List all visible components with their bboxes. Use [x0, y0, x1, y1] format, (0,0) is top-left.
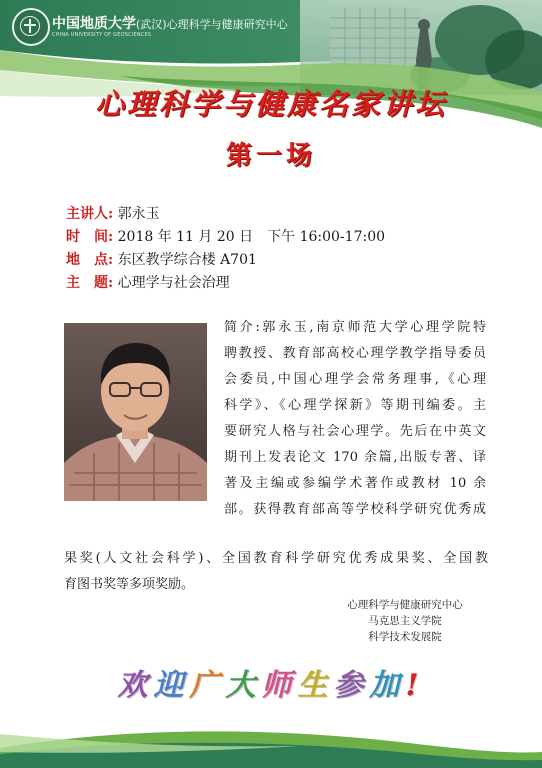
- welcome-char: 广: [189, 668, 226, 703]
- session-title: 第一场: [225, 141, 316, 171]
- speaker-photo: [64, 323, 207, 501]
- bio-line: 部。获得教育部高等学校科学研究优秀成: [224, 502, 486, 517]
- welcome-char: 欢: [117, 668, 154, 703]
- organizers: [320, 597, 490, 645]
- time-row: [66, 226, 486, 249]
- speaker-bio: [224, 315, 486, 523]
- bio-line: 果奖(人文社会科学)、全国教育科学研究优秀成果奖、全国教: [64, 551, 488, 566]
- welcome-char: 大: [225, 668, 262, 703]
- university-subtitle: (武汉)心理科学与健康研究中心: [136, 18, 288, 31]
- bio-line: 期刊上发表论文 170 余篇,出版专著、译: [224, 450, 486, 465]
- welcome-char: 加: [369, 668, 406, 703]
- place-label: 地 点:: [66, 252, 114, 268]
- bio-line: 聘教授、教育部高校心理学教学指导委员: [224, 346, 486, 361]
- topic-label: 主 题:: [66, 275, 114, 291]
- footer-wave-graphic: [0, 708, 542, 768]
- university-name: [52, 13, 288, 33]
- place-row: [66, 249, 486, 272]
- welcome-char: !: [405, 668, 425, 703]
- bio-line: 要研究人格与社会心理学。先后在中英文: [224, 424, 486, 439]
- speaker-value: 郭永玉: [117, 206, 160, 222]
- bio-line: 会委员,中国心理学会常务理事,《心理: [224, 372, 486, 387]
- footer-wave: [0, 708, 542, 768]
- welcome-char: 师: [261, 668, 298, 703]
- speaker-portrait-graphic: [64, 323, 207, 501]
- topic-row: [66, 272, 486, 295]
- university-seal-icon: [12, 8, 50, 46]
- organizer-marxism-school: 马克思主义学院: [368, 615, 442, 627]
- bio-line: 育图书奖等多项奖励。: [64, 577, 195, 592]
- lecture-series-title: 心理科学与健康名家讲坛: [94, 87, 447, 121]
- topic-value: 心理学与社会治理: [117, 275, 230, 291]
- place-value: 东区教学综合楼 A701: [117, 252, 257, 268]
- welcome-char: 参: [333, 668, 370, 703]
- speaker-bio-continued: [64, 546, 488, 598]
- speaker-row: [66, 203, 486, 226]
- organizer-science-office: 科学技术发展院: [368, 631, 442, 643]
- organizer-research-center: 心理科学与健康研究中心: [347, 599, 463, 611]
- bio-line: 著及主编或参编学术著作或教材 10 余: [224, 476, 486, 491]
- university-name-cn: 中国地质大学: [52, 16, 136, 32]
- welcome-banner: [0, 660, 542, 704]
- welcome-char: 生: [297, 668, 334, 703]
- header-banner: [0, 0, 542, 150]
- time-value: 2018 年 11 月 20 日 下午 16:00-17:00: [117, 229, 386, 245]
- bio-line: 简介:郭永玉,南京师范大学心理学院特: [224, 320, 486, 335]
- time-label: 时 间:: [66, 229, 114, 245]
- welcome-char: 迎: [153, 668, 190, 703]
- speaker-label: 主讲人:: [66, 206, 114, 222]
- university-name-en: CHINA UNIVERSITY OF GEOSCIENCES: [52, 32, 152, 38]
- event-info: [66, 203, 486, 295]
- bio-line: 科学》、《心理学探新》等期刊编委。主: [224, 398, 486, 413]
